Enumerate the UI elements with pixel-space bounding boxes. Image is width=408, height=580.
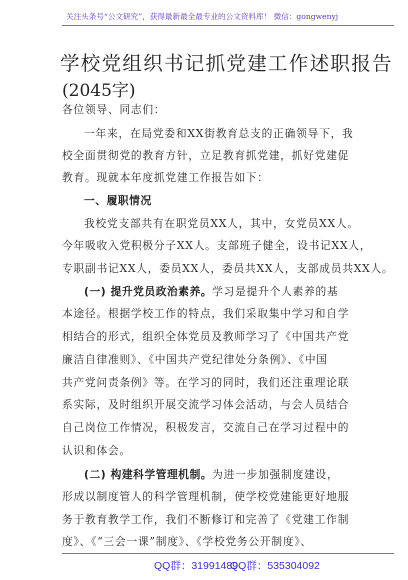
paragraph-line: 本途径。根据学校工作的特点，我们采取集中学习和自学 xyxy=(62,307,350,320)
paragraph-line: 度》、《“三会一课”制度》、《学校党务公开制度》、 xyxy=(62,535,312,548)
footer-divider xyxy=(62,553,394,554)
greeting: 各位领导、同志们： xyxy=(62,103,166,116)
paragraph-text: 为进一步加强制度建设， xyxy=(212,468,339,481)
paragraph-line: 校全面贯彻党的教育方针，立足教育抓党建，抓好党建促 xyxy=(62,149,350,162)
paragraph-line: 相结合的形式，组织全体党员及教师学习了《中国共产党 xyxy=(62,330,350,343)
paragraph-line: 一年来，在局党委和XX街教育总支的正确领导下，我 xyxy=(84,127,354,140)
subsection-heading: (二) 构建科学管理机制。 xyxy=(84,468,213,481)
paragraph-text: 学习是提升个人素养的基 xyxy=(212,285,339,298)
footer-qq-group-1[interactable]: QQ群：31991489 xyxy=(154,560,239,572)
footer-qq-group-2[interactable]: QQ群：535304092 xyxy=(230,560,320,572)
paragraph-line: 廉洁自律准则》、《中国共产党纪律处分条例》、《中国 xyxy=(62,353,328,366)
paragraph-line: 今年吸收入党积极分子XX人。支部班子健全，设书记XX人， xyxy=(62,239,372,252)
header-divider xyxy=(62,25,394,26)
document-word-count: (2045字) xyxy=(62,81,136,101)
paragraph-line xyxy=(84,470,354,481)
paragraph-line: 务于教育教学工作，我们不断修订和完善了《党建工作制 xyxy=(62,513,350,526)
paragraph-line: 系实际，及时组织开展交流学习体会活动，与会人员结合 xyxy=(62,398,350,411)
paragraph-line: 认识和体会。 xyxy=(62,444,131,457)
paragraph-line: 形成以制度管人的科学管理机制，使学校党建能更好地服 xyxy=(62,490,350,503)
subsection-heading: (一) 提升党员政治素养。 xyxy=(84,285,213,298)
section-heading: 一、履职情况 xyxy=(84,194,152,207)
paragraph-line: 专职副书记XX人，委员XX人，委员共XX人，支部成员共XX人。 xyxy=(62,262,394,275)
paragraph-line xyxy=(84,287,354,298)
paragraph-line: 共产党问责条例》等。在学习的同时，我们还注重理论联 xyxy=(62,376,350,389)
paragraph-line: 教育。现就本年度抓党建工作报告如下： xyxy=(62,171,269,184)
paragraph-line: 自己岗位工作情况，积极发言，交流自己在学习过程中的 xyxy=(62,421,350,434)
document-title: 学校党组织书记抓党建工作述职报告 xyxy=(60,52,393,75)
paragraph-line: 我校党支部共有在职党员XX人，其中，女党员XX人。 xyxy=(84,217,359,230)
header-banner: 关注头条号“公文研究”，获得最新最全最专业的公文资料库！ 微信：gongwenyj xyxy=(66,12,339,21)
